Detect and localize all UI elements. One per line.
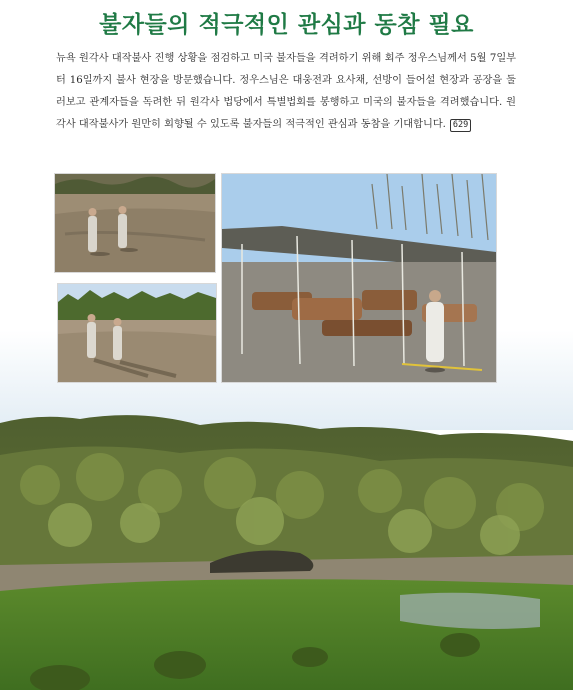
article-body-text: 뉴욕 원각사 대작불사 진행 상황을 점검하고 미국 불자들을 격려하기 위해 회주 정우스님께서 5월 7일부터 16일까지 불사 현장을 방문했습니다. 정우스님은 대웅전과 요사채, 선방이 들어설 현장과 공장을 둘러보고 관계자들을 독려한 뒤 원각사 법당에서 특별법회를 봉행하고 미국의 불자들을 격려했습니다. 원각사 대작불사가 원만히 회향될 수 있도록 불자들의 적극적인 관심과 동참을 기대합니다.	[56, 53, 516, 130]
end-code-badge: 629	[450, 119, 471, 132]
monk-at-timber-shed-photo	[221, 173, 497, 383]
monks-walking-field-photo	[57, 283, 217, 383]
monks-on-construction-site-photo	[54, 173, 216, 273]
article-title: 불자들의 적극적인 관심과 동참 필요	[99, 12, 474, 38]
article-body	[56, 48, 516, 136]
wongaksa-landscape-photo	[0, 395, 573, 690]
